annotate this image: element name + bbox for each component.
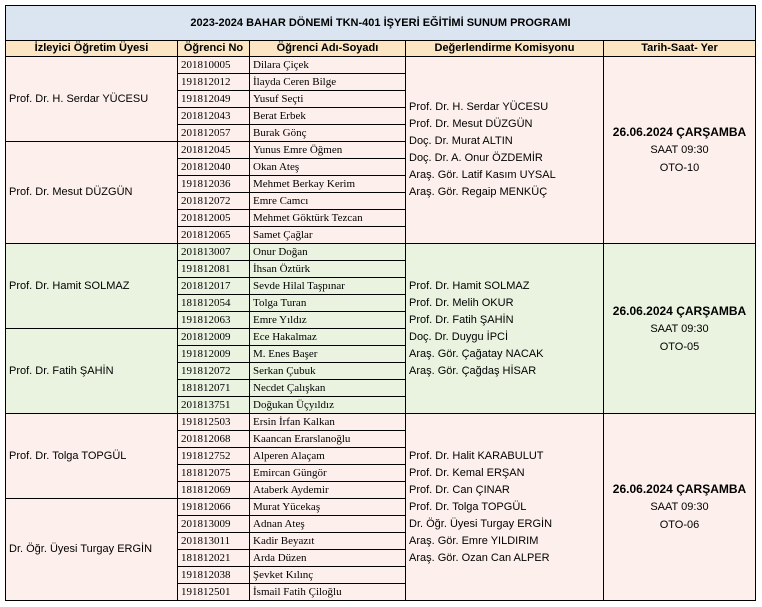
- student-name-cell: Yunus Emre Öğmen: [250, 142, 406, 159]
- committee-member: Araş. Gör. Regaip MENKÜÇ: [409, 186, 548, 198]
- student-no-cell: 191812009: [178, 346, 250, 363]
- student-name-cell: Mehmet Berkay Kerim: [250, 176, 406, 193]
- student-name-cell: Adnan Ateş: [250, 516, 406, 533]
- header-student-no: Öğrenci No: [178, 41, 250, 57]
- student-name-cell: Ataberk Aydemir: [250, 482, 406, 499]
- student-name-cell: İhsan Öztürk: [250, 261, 406, 278]
- supervisor-cell: Prof. Dr. Fatih ŞAHİN: [6, 329, 178, 414]
- supervisor-cell: Prof. Dr. H. Serdar YÜCESU: [6, 57, 178, 142]
- session-time: SAAT 09:30: [650, 322, 709, 335]
- datetime-cell: [604, 244, 756, 414]
- student-no-cell: 201813007: [178, 244, 250, 261]
- supervisor-cell: Prof. Dr. Tolga TOPGÜL: [6, 414, 178, 499]
- committee-member: Araş. Gör. Çağdaş HİSAR: [409, 364, 537, 377]
- student-name-cell: Alperen Alaçam: [250, 448, 406, 465]
- student-name-cell: Dilara Çiçek: [250, 57, 406, 74]
- student-no-cell: 201812072: [178, 193, 250, 210]
- student-no-cell: 191812036: [178, 176, 250, 193]
- student-name-cell: Ersin İrfan Kalkan: [250, 414, 406, 431]
- page-title: 2023-2024 BAHAR DÖNEMİ TKN-401 İŞYERİ EĞİTİMİ SUNUM PROGRAMI: [6, 6, 756, 41]
- student-no-cell: 201810005: [178, 57, 250, 74]
- session-place: OTO-10: [659, 162, 700, 174]
- student-name-cell: Emircan Güngör: [250, 465, 406, 482]
- student-name-cell: Kaancan Erarslanoğlu: [250, 431, 406, 448]
- session-date: 26.06.2024 ÇARŞAMBA: [612, 482, 747, 496]
- header-committee: Değerlendirme Komisyonu: [406, 41, 604, 57]
- student-name-cell: Kadir Beyazıt: [250, 533, 406, 550]
- committee-member: Prof. Dr. Halit KARABULUT: [409, 449, 544, 462]
- student-name-cell: Okan Ateş: [250, 159, 406, 176]
- header-supervisor: İzleyici Öğretim Üyesi: [6, 41, 178, 57]
- committee-member: Araş. Gör. Emre YILDIRIM: [409, 534, 539, 547]
- supervisor-cell: Dr. Öğr. Üyesi Turgay ERGİN: [6, 499, 178, 601]
- student-name-cell: Tolga Turan: [250, 295, 406, 312]
- committee-member: Prof. Dr. Kemal ERŞAN: [409, 466, 525, 479]
- committee-cell: [406, 414, 604, 601]
- student-no-cell: 191812081: [178, 261, 250, 278]
- table-row: [6, 57, 756, 74]
- committee-member: Prof. Dr. Fatih ŞAHİN: [409, 313, 514, 326]
- student-name-cell: Murat Yücekaş: [250, 499, 406, 516]
- committee-member: Araş. Gör. Latif Kasım UYSAL: [409, 169, 556, 181]
- header-row: [6, 41, 756, 57]
- student-no-cell: 201812017: [178, 278, 250, 295]
- committee-member: Doç. Dr. Duygu İPCİ: [409, 330, 509, 343]
- session-time: SAAT 09:30: [650, 144, 709, 156]
- student-no-cell: 201813009: [178, 516, 250, 533]
- student-name-cell: Emre Camcı: [250, 193, 406, 210]
- header-student-name: Öğrenci Adı-Soyadı: [250, 41, 406, 57]
- student-no-cell: 201812043: [178, 108, 250, 125]
- student-name-cell: Samet Çağlar: [250, 227, 406, 244]
- session-place: OTO-06: [659, 519, 700, 531]
- student-no-cell: 181812075: [178, 465, 250, 482]
- committee-member: Prof. Dr. Tolga TOPGÜL: [409, 500, 527, 513]
- table-row: [6, 414, 756, 431]
- supervisor-cell: Prof. Dr. Hamit SOLMAZ: [6, 244, 178, 329]
- student-no-cell: 181812071: [178, 380, 250, 397]
- student-no-cell: 181812021: [178, 550, 250, 567]
- student-name-cell: Sevde Hilal Taşpınar: [250, 278, 406, 295]
- student-no-cell: 181812054: [178, 295, 250, 312]
- committee-member: Araş. Gör. Çağatay NACAK: [409, 347, 544, 360]
- header-datetime: Tarih-Saat- Yer: [604, 41, 756, 57]
- student-no-cell: 201812065: [178, 227, 250, 244]
- datetime-cell: [604, 414, 756, 601]
- student-name-cell: Mehmet Göktürk Tezcan: [250, 210, 406, 227]
- datetime-cell: [604, 57, 756, 244]
- session-date: 26.06.2024 ÇARŞAMBA: [612, 303, 747, 318]
- student-name-cell: Onur Doğan: [250, 244, 406, 261]
- student-no-cell: 201812005: [178, 210, 250, 227]
- committee-member: Prof. Dr. Can ÇINAR: [409, 483, 510, 496]
- session-place: OTO-05: [659, 340, 700, 353]
- supervisor-cell: Prof. Dr. Mesut DÜZGÜN: [6, 142, 178, 244]
- committee-member: Prof. Dr. H. Serdar YÜCESU: [409, 101, 549, 113]
- student-no-cell: 191812752: [178, 448, 250, 465]
- session-date: 26.06.2024 ÇARŞAMBA: [612, 125, 747, 139]
- student-name-cell: M. Enes Başer: [250, 346, 406, 363]
- student-name-cell: Ece Hakalmaz: [250, 329, 406, 346]
- committee-member: Prof. Dr. Hamit SOLMAZ: [409, 279, 530, 292]
- student-name-cell: İsmail Fatih Çiloğlu: [250, 584, 406, 601]
- committee-cell: [406, 57, 604, 244]
- committee-member: Araş. Gör. Ozan Can ALPER: [409, 551, 550, 564]
- student-name-cell: Berat Erbek: [250, 108, 406, 125]
- committee-member: Prof. Dr. Mesut DÜZGÜN: [409, 118, 533, 130]
- student-no-cell: 191812049: [178, 91, 250, 108]
- student-name-cell: Şevket Kılınç: [250, 567, 406, 584]
- student-no-cell: 191812503: [178, 414, 250, 431]
- student-no-cell: 191812066: [178, 499, 250, 516]
- student-no-cell: 201812068: [178, 431, 250, 448]
- committee-cell: [406, 244, 604, 414]
- student-no-cell: 201812057: [178, 125, 250, 142]
- student-no-cell: 181812069: [178, 482, 250, 499]
- student-no-cell: 201812045: [178, 142, 250, 159]
- student-name-cell: Serkan Çubuk: [250, 363, 406, 380]
- student-no-cell: 191812038: [178, 567, 250, 584]
- schedule-table: [5, 5, 756, 601]
- student-no-cell: 191812063: [178, 312, 250, 329]
- student-name-cell: İlayda Ceren Bilge: [250, 74, 406, 91]
- session-time: SAAT 09:30: [650, 501, 709, 513]
- student-no-cell: 201812009: [178, 329, 250, 346]
- committee-member: Doç. Dr. A. Onur ÖZDEMİR: [409, 152, 543, 164]
- student-no-cell: 201812040: [178, 159, 250, 176]
- student-no-cell: 191812012: [178, 74, 250, 91]
- student-no-cell: 201813011: [178, 533, 250, 550]
- committee-member: Doç. Dr. Murat ALTIN: [409, 135, 513, 147]
- committee-member: Dr. Öğr. Üyesi Turgay ERGİN: [409, 517, 553, 530]
- student-name-cell: Emre Yıldız: [250, 312, 406, 329]
- table-row: [6, 244, 756, 261]
- student-name-cell: Arda Düzen: [250, 550, 406, 567]
- student-no-cell: 191812072: [178, 363, 250, 380]
- committee-member: Prof. Dr. Melih OKUR: [409, 296, 514, 309]
- student-name-cell: Yusuf Seçti: [250, 91, 406, 108]
- student-no-cell: 191812501: [178, 584, 250, 601]
- student-name-cell: Burak Gönç: [250, 125, 406, 142]
- student-no-cell: 201813751: [178, 397, 250, 414]
- student-name-cell: Doğukan Üçyıldız: [250, 397, 406, 414]
- student-name-cell: Necdet Çalışkan: [250, 380, 406, 397]
